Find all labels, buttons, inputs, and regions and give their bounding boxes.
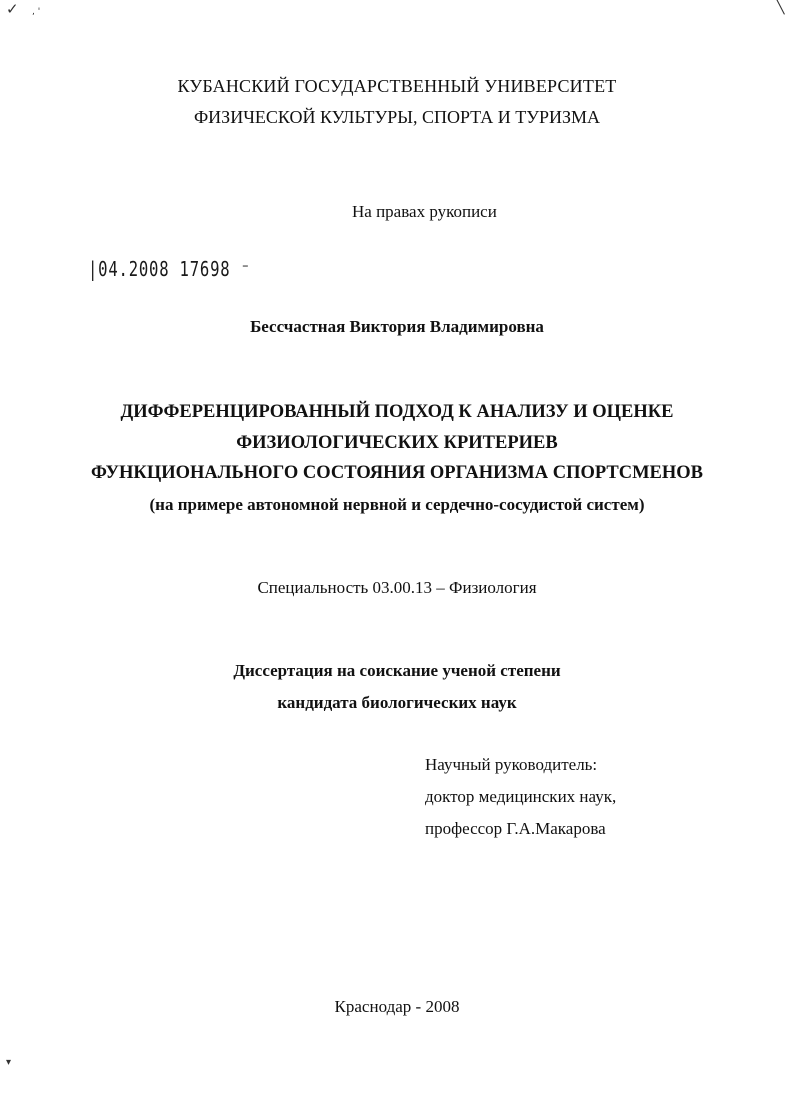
registration-code: [88, 257, 251, 281]
scan-mark-bottom-left: ▾: [6, 1057, 12, 1068]
title-subtitle: (на примере автономной нервной и сердечно-сосудистой систем): [149, 495, 645, 514]
registration-code-bar: |: [88, 257, 99, 281]
title-line1: ДИФФЕРЕНЦИРОВАННЫЙ ПОДХОД К АНАЛИЗУ И ОЦЕНКЕ: [120, 402, 674, 422]
supervisor-degree: доктор медицинских наук,: [425, 787, 617, 806]
manuscript-note: На правах рукописи: [352, 202, 497, 221]
university-name-line2: ФИЗИЧЕСКОЙ КУЛЬТУРЫ, СПОРТА И ТУРИЗМА: [193, 107, 601, 127]
city-year: Краснодар - 2008: [334, 997, 460, 1016]
supervisor-label: Научный руководитель:: [425, 755, 598, 774]
university-name-line1: КУБАНСКИЙ ГОСУДАРСТВЕННЫЙ УНИВЕРСИТЕТ: [177, 76, 617, 96]
title-line3: ФУНКЦИОНАЛЬНОГО СОСТОЯНИЯ ОРГАНИЗМА СПОРТСМЕНОВ: [90, 463, 703, 483]
supervisor-name: профессор Г.А.Макарова: [425, 819, 606, 838]
registration-code-mark: ⁻: [230, 257, 251, 281]
author-name: Бессчастная Виктория Владимировна: [250, 317, 544, 336]
scan-mark-top-left-2: , ': [32, 7, 41, 17]
registration-code-text: 04.2008 17698: [98, 257, 231, 281]
degree-line1: Диссертация на соискание ученой степени: [233, 661, 561, 680]
title-line2: ФИЗИОЛОГИЧЕСКИХ КРИТЕРИЕВ: [236, 433, 558, 453]
scan-mark-top-left: ✓: [6, 0, 19, 18]
scan-mark-top-right: ╲: [776, 0, 785, 15]
specialty: Специальность 03.00.13 – Физиология: [257, 578, 537, 597]
degree-line2: кандидата биологических наук: [277, 693, 517, 712]
